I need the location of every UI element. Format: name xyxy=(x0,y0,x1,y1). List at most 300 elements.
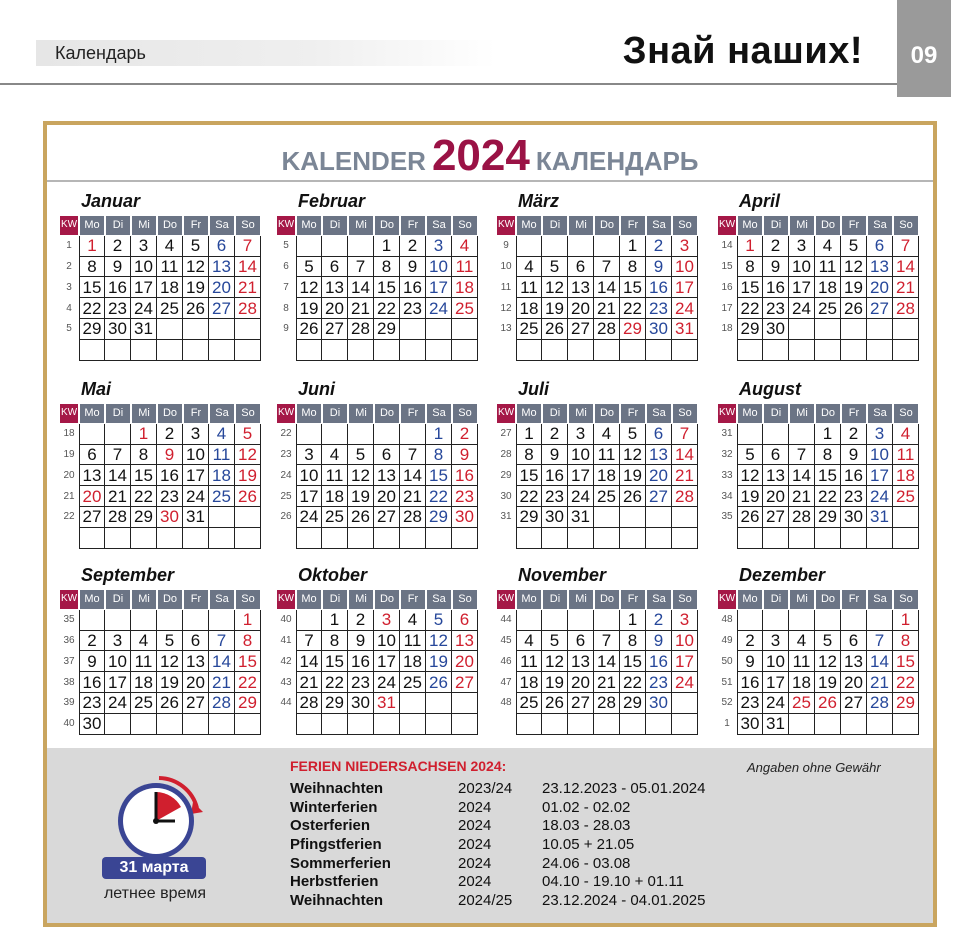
day-cell: 9 xyxy=(646,631,672,652)
weekday-header: Do xyxy=(157,589,183,610)
day-cell: 25 xyxy=(789,693,815,714)
weekday-header: Do xyxy=(374,215,400,236)
day-cell: 2 xyxy=(542,424,568,445)
day-cell: 5 xyxy=(183,236,209,257)
day-cell: 19 xyxy=(426,651,452,672)
weekday-header: Do xyxy=(157,403,183,424)
day-cell: 31 xyxy=(568,507,594,528)
day-cell xyxy=(296,610,322,631)
week-number: 41 xyxy=(280,634,292,646)
day-cell: 26 xyxy=(296,319,322,340)
day-cell xyxy=(157,610,183,631)
week-number xyxy=(59,528,79,549)
day-cell xyxy=(209,528,235,549)
day-cell: 1 xyxy=(374,236,400,257)
week-number: 10 xyxy=(500,260,512,272)
day-cell: 30 xyxy=(79,714,105,735)
day-cell: 4 xyxy=(893,424,919,445)
day-cell: 12 xyxy=(296,277,322,298)
weekday-header: So xyxy=(893,589,919,610)
day-cell: 17 xyxy=(789,277,815,298)
weekday-header: Mi xyxy=(789,215,815,236)
day-cell: 1 xyxy=(516,424,542,445)
day-cell: 25 xyxy=(209,486,235,507)
day-cell: 3 xyxy=(763,631,789,652)
day-cell: 21 xyxy=(672,465,698,486)
day-cell: 2 xyxy=(646,610,672,631)
day-cell: 11 xyxy=(516,651,542,672)
day-cell xyxy=(841,714,867,735)
day-cell xyxy=(672,340,698,361)
week-number: 45 xyxy=(500,634,512,646)
week-number: 36 xyxy=(63,634,75,646)
week-number xyxy=(717,340,737,361)
day-cell: 18 xyxy=(209,465,235,486)
day-cell xyxy=(542,236,568,257)
day-cell: 8 xyxy=(737,257,763,278)
weekday-header: Sa xyxy=(867,215,893,236)
day-cell xyxy=(131,610,157,631)
weekday-header: Sa xyxy=(209,215,235,236)
month-name: April xyxy=(739,191,781,211)
day-cell xyxy=(516,528,542,549)
day-cell xyxy=(157,714,183,735)
day-cell: 27 xyxy=(374,507,400,528)
week-number: 15 xyxy=(721,260,733,272)
week-number: 44 xyxy=(500,614,512,626)
day-cell: 21 xyxy=(105,486,131,507)
day-cell: 11 xyxy=(131,651,157,672)
day-cell: 5 xyxy=(620,424,646,445)
week-number: 2 xyxy=(66,260,72,272)
day-cell: 9 xyxy=(542,445,568,466)
day-cell xyxy=(183,610,209,631)
day-cell: 23 xyxy=(646,672,672,693)
day-cell xyxy=(737,340,763,361)
day-cell: 21 xyxy=(296,672,322,693)
day-cell: 26 xyxy=(348,507,374,528)
day-cell xyxy=(620,714,646,735)
footer-panel xyxy=(47,748,933,923)
week-number: 50 xyxy=(721,655,733,667)
day-cell: 21 xyxy=(594,672,620,693)
ferien-year: 2024/25 xyxy=(458,892,513,910)
day-cell xyxy=(594,610,620,631)
ferien-year: 2023/24 xyxy=(458,780,513,797)
day-cell: 8 xyxy=(426,445,452,466)
weekday-header: Mi xyxy=(348,589,374,610)
day-cell: 8 xyxy=(322,631,348,652)
day-cell: 13 xyxy=(209,257,235,278)
day-cell xyxy=(374,340,400,361)
day-cell: 29 xyxy=(620,319,646,340)
day-cell: 17 xyxy=(183,465,209,486)
week-number: 48 xyxy=(721,614,733,626)
day-cell xyxy=(157,340,183,361)
day-cell xyxy=(426,528,452,549)
day-cell: 28 xyxy=(348,319,374,340)
day-cell xyxy=(374,424,400,445)
day-cell: 13 xyxy=(452,631,478,652)
day-cell: 4 xyxy=(789,631,815,652)
day-cell xyxy=(183,340,209,361)
weekday-header: Do xyxy=(594,589,620,610)
day-cell xyxy=(893,507,919,528)
day-cell xyxy=(594,507,620,528)
week-number: 34 xyxy=(721,490,733,502)
day-cell xyxy=(105,714,131,735)
day-cell: 25 xyxy=(157,298,183,319)
day-cell: 9 xyxy=(348,631,374,652)
week-number xyxy=(496,528,516,549)
day-cell: 14 xyxy=(209,651,235,672)
week-number: 32 xyxy=(721,448,733,460)
day-cell: 16 xyxy=(646,277,672,298)
weekday-header: Sa xyxy=(209,403,235,424)
day-cell: 13 xyxy=(646,445,672,466)
day-cell: 7 xyxy=(594,631,620,652)
week-number: 6 xyxy=(283,260,289,272)
weekday-header: So xyxy=(672,589,698,610)
ferien-dates: 10.05 + 21.05 xyxy=(542,836,635,854)
day-cell: 15 xyxy=(737,277,763,298)
day-cell: 19 xyxy=(296,298,322,319)
day-cell: 8 xyxy=(620,257,646,278)
day-cell xyxy=(400,528,426,549)
day-cell: 10 xyxy=(867,445,893,466)
week-number: 52 xyxy=(721,697,733,709)
day-cell xyxy=(79,424,105,445)
day-cell xyxy=(235,319,261,340)
weekday-header: Mo xyxy=(737,589,763,610)
calendar-title xyxy=(47,131,933,181)
day-cell: 12 xyxy=(815,651,841,672)
day-cell: 9 xyxy=(400,257,426,278)
day-cell: 5 xyxy=(542,257,568,278)
week-number xyxy=(276,528,296,549)
kw-header: KW xyxy=(496,215,516,236)
day-cell: 18 xyxy=(789,672,815,693)
day-cell xyxy=(183,714,209,735)
week-number: 11 xyxy=(500,281,512,293)
ferien-year: 2024 xyxy=(458,854,492,872)
day-cell: 5 xyxy=(426,610,452,631)
day-cell: 10 xyxy=(672,631,698,652)
month-grid xyxy=(496,589,698,735)
day-cell: 22 xyxy=(235,672,261,693)
day-cell xyxy=(105,340,131,361)
weekday-header: Sa xyxy=(646,215,672,236)
day-cell: 3 xyxy=(568,424,594,445)
day-cell: 24 xyxy=(672,298,698,319)
day-cell: 23 xyxy=(400,298,426,319)
kw-header: KW xyxy=(276,589,296,610)
week-number: 1 xyxy=(66,240,72,252)
day-cell: 28 xyxy=(296,693,322,714)
day-cell: 20 xyxy=(79,486,105,507)
day-cell: 24 xyxy=(296,507,322,528)
day-cell: 23 xyxy=(79,693,105,714)
day-cell: 16 xyxy=(79,672,105,693)
day-cell: 16 xyxy=(841,465,867,486)
day-cell: 22 xyxy=(131,486,157,507)
day-cell: 7 xyxy=(400,445,426,466)
week-number: 22 xyxy=(63,511,75,523)
day-cell: 19 xyxy=(183,277,209,298)
day-cell: 15 xyxy=(374,277,400,298)
day-cell: 25 xyxy=(322,507,348,528)
header-divider xyxy=(0,83,897,85)
ferien-year: 2024 xyxy=(458,798,492,816)
weekday-header: So xyxy=(452,215,478,236)
day-cell xyxy=(105,528,131,549)
day-cell: 5 xyxy=(235,424,261,445)
day-cell: 20 xyxy=(183,672,209,693)
day-cell: 4 xyxy=(209,424,235,445)
day-cell: 23 xyxy=(105,298,131,319)
day-cell: 27 xyxy=(322,319,348,340)
day-cell: 12 xyxy=(542,651,568,672)
day-cell: 26 xyxy=(157,693,183,714)
day-cell: 10 xyxy=(763,651,789,672)
day-cell: 27 xyxy=(763,507,789,528)
kw-header: KW xyxy=(717,403,737,424)
day-cell xyxy=(452,528,478,549)
week-number: 5 xyxy=(283,240,289,252)
day-cell: 27 xyxy=(568,319,594,340)
day-cell xyxy=(209,714,235,735)
day-cell xyxy=(131,528,157,549)
day-cell: 23 xyxy=(452,486,478,507)
day-cell: 24 xyxy=(183,486,209,507)
ferien-dates: 23.12.2024 - 04.01.2025 xyxy=(542,892,706,910)
ferien-year: 2024 xyxy=(458,873,492,891)
day-cell xyxy=(296,714,322,735)
day-cell xyxy=(348,424,374,445)
week-number: 47 xyxy=(500,676,512,688)
day-cell: 19 xyxy=(815,672,841,693)
day-cell: 29 xyxy=(374,319,400,340)
title-divider xyxy=(47,180,933,182)
week-number: 18 xyxy=(63,428,75,440)
day-cell: 6 xyxy=(867,236,893,257)
day-cell: 30 xyxy=(841,507,867,528)
day-cell: 14 xyxy=(594,651,620,672)
weekday-header: Sa xyxy=(209,589,235,610)
ferien-name: Osterferien xyxy=(290,817,371,835)
day-cell: 6 xyxy=(452,610,478,631)
weekday-header: Mo xyxy=(296,215,322,236)
day-cell: 4 xyxy=(815,236,841,257)
disclaimer: Angaben ohne Gewähr xyxy=(747,760,881,775)
day-cell xyxy=(763,340,789,361)
week-number: 27 xyxy=(500,428,512,440)
day-cell: 26 xyxy=(815,693,841,714)
weekday-header: Do xyxy=(815,215,841,236)
day-cell: 5 xyxy=(296,257,322,278)
week-number: 31 xyxy=(721,428,733,440)
kw-header: KW xyxy=(59,589,79,610)
day-cell: 12 xyxy=(235,445,261,466)
day-cell: 30 xyxy=(763,319,789,340)
day-cell: 26 xyxy=(183,298,209,319)
ferien-dates: 04.10 - 19.10 + 01.11 xyxy=(542,873,684,891)
day-cell: 4 xyxy=(452,236,478,257)
day-cell: 30 xyxy=(105,319,131,340)
day-cell: 14 xyxy=(672,445,698,466)
weekday-header: Sa xyxy=(426,215,452,236)
kw-header: KW xyxy=(59,215,79,236)
week-number: 9 xyxy=(283,323,289,335)
day-cell: 4 xyxy=(516,257,542,278)
day-cell: 20 xyxy=(867,277,893,298)
day-cell: 10 xyxy=(105,651,131,672)
day-cell xyxy=(542,714,568,735)
day-cell: 1 xyxy=(235,610,261,631)
day-cell xyxy=(348,528,374,549)
day-cell xyxy=(426,693,452,714)
day-cell: 11 xyxy=(893,445,919,466)
day-cell: 24 xyxy=(867,486,893,507)
day-cell: 20 xyxy=(209,277,235,298)
week-number: 44 xyxy=(280,697,292,709)
day-cell: 22 xyxy=(426,486,452,507)
day-cell: 25 xyxy=(131,693,157,714)
day-cell: 1 xyxy=(737,236,763,257)
ferien-name: Herbstferien xyxy=(290,873,379,891)
day-cell: 24 xyxy=(426,298,452,319)
weekday-header: Mo xyxy=(79,589,105,610)
day-cell: 21 xyxy=(867,672,893,693)
day-cell xyxy=(893,714,919,735)
day-cell: 16 xyxy=(452,465,478,486)
weekday-header: Di xyxy=(105,215,131,236)
day-cell: 25 xyxy=(893,486,919,507)
day-cell: 17 xyxy=(426,277,452,298)
day-cell xyxy=(893,528,919,549)
day-cell: 13 xyxy=(867,257,893,278)
day-cell: 26 xyxy=(426,672,452,693)
day-cell: 13 xyxy=(79,465,105,486)
day-cell: 25 xyxy=(400,672,426,693)
day-cell xyxy=(322,340,348,361)
day-cell: 18 xyxy=(452,277,478,298)
kw-header: KW xyxy=(496,589,516,610)
day-cell: 14 xyxy=(867,651,893,672)
day-cell xyxy=(400,693,426,714)
day-cell: 2 xyxy=(763,236,789,257)
day-cell: 25 xyxy=(594,486,620,507)
day-cell xyxy=(400,340,426,361)
day-cell: 27 xyxy=(452,672,478,693)
weekday-header: Sa xyxy=(426,589,452,610)
day-cell: 12 xyxy=(620,445,646,466)
day-cell: 16 xyxy=(157,465,183,486)
day-cell: 9 xyxy=(105,257,131,278)
weekday-header: Do xyxy=(815,589,841,610)
day-cell: 31 xyxy=(131,319,157,340)
day-cell: 29 xyxy=(131,507,157,528)
day-cell xyxy=(568,236,594,257)
day-cell xyxy=(646,507,672,528)
day-cell: 14 xyxy=(296,651,322,672)
day-cell xyxy=(672,714,698,735)
day-cell: 2 xyxy=(348,610,374,631)
day-cell: 24 xyxy=(374,672,400,693)
day-cell: 20 xyxy=(322,298,348,319)
ferien-name: Sommerferien xyxy=(290,854,391,872)
clock-icon xyxy=(109,768,209,868)
day-cell xyxy=(789,319,815,340)
day-cell: 28 xyxy=(594,693,620,714)
weekday-header: Do xyxy=(374,403,400,424)
day-cell: 14 xyxy=(594,277,620,298)
day-cell xyxy=(105,424,131,445)
week-number: 40 xyxy=(280,614,292,626)
month-name: Juni xyxy=(298,379,336,399)
day-cell: 14 xyxy=(105,465,131,486)
month-grid xyxy=(717,403,919,549)
day-cell: 28 xyxy=(209,693,235,714)
page-title: Знай наших! xyxy=(622,30,863,72)
day-cell xyxy=(568,610,594,631)
weekday-header: Mi xyxy=(131,215,157,236)
day-cell xyxy=(452,319,478,340)
day-cell xyxy=(426,714,452,735)
week-number: 5 xyxy=(66,323,72,335)
week-number: 23 xyxy=(280,448,292,460)
day-cell xyxy=(400,424,426,445)
week-number: 33 xyxy=(721,469,733,481)
weekday-header: So xyxy=(672,403,698,424)
week-number: 14 xyxy=(721,240,733,252)
day-cell: 4 xyxy=(594,424,620,445)
day-cell xyxy=(235,528,261,549)
weekday-header: Fr xyxy=(841,589,867,610)
day-cell: 25 xyxy=(516,319,542,340)
day-cell xyxy=(400,319,426,340)
weekday-header: Mi xyxy=(348,403,374,424)
day-cell: 4 xyxy=(322,445,348,466)
week-number: 25 xyxy=(280,490,292,502)
day-cell: 26 xyxy=(841,298,867,319)
weekday-header: So xyxy=(235,589,261,610)
day-cell: 24 xyxy=(105,693,131,714)
week-number xyxy=(496,714,516,735)
day-cell xyxy=(841,340,867,361)
week-number: 16 xyxy=(721,281,733,293)
weekday-header: Do xyxy=(594,215,620,236)
day-cell: 15 xyxy=(620,651,646,672)
day-cell: 30 xyxy=(348,693,374,714)
day-cell: 18 xyxy=(516,672,542,693)
weekday-header: Mo xyxy=(79,403,105,424)
day-cell xyxy=(815,714,841,735)
weekday-header: Fr xyxy=(620,403,646,424)
weekday-header: Fr xyxy=(841,215,867,236)
day-cell: 15 xyxy=(131,465,157,486)
week-number: 38 xyxy=(63,676,75,688)
day-cell: 27 xyxy=(79,507,105,528)
day-cell: 21 xyxy=(594,298,620,319)
weekday-header: Mo xyxy=(79,215,105,236)
week-number: 7 xyxy=(283,281,289,293)
day-cell: 28 xyxy=(400,507,426,528)
day-cell: 8 xyxy=(516,445,542,466)
day-cell: 9 xyxy=(737,651,763,672)
day-cell: 21 xyxy=(209,672,235,693)
ferien-dates: 18.03 - 28.03 xyxy=(542,817,631,835)
